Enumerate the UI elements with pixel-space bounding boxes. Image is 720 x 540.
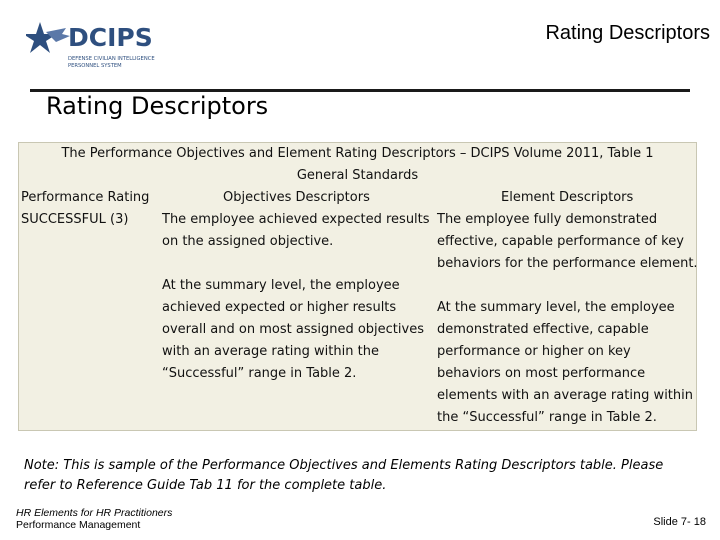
note-line-1: Note: This is sample of the Performance Objectives and Elements Rating Descriptors table. Please	[24, 458, 664, 473]
elements-line: effective, capable performance of key	[437, 234, 684, 249]
slide-title: Rating Descriptors	[46, 92, 269, 120]
objectives-line: “Successful” range in Table 2.	[162, 366, 357, 381]
footer-course-line-2: Performance Management	[16, 519, 141, 531]
elements-line: behaviors on most performance	[437, 366, 646, 381]
objectives-line: on the assigned objective.	[162, 234, 334, 249]
column-header-objectives: Objectives Descriptors	[223, 190, 370, 205]
logo-subline-2: PERSONNEL SYSTEM	[68, 63, 122, 69]
rating-cell: SUCCESSFUL (3)	[21, 212, 129, 227]
elements-line: The employee fully demonstrated	[437, 212, 658, 227]
elements-line: behaviors for the performance element.	[437, 256, 698, 271]
header-title: Rating Descriptors	[545, 22, 710, 44]
objectives-line: overall and on most assigned objectives	[162, 322, 424, 337]
elements-line: demonstrated effective, capable	[437, 322, 649, 337]
eagle-star-icon	[26, 20, 171, 85]
objectives-line: with an average rating within the	[162, 344, 379, 359]
table-caption: The Performance Objectives and Element Rating Descriptors – DCIPS Volume 2011, Table 1	[61, 146, 654, 161]
elements-cell	[437, 209, 698, 429]
elements-line: elements with an average rating within	[437, 388, 693, 403]
objectives-line: At the summary level, the employee	[162, 278, 400, 293]
objectives-cell	[162, 209, 430, 385]
footer-course-line-1: HR Elements for HR Practitioners	[16, 507, 173, 519]
objectives-line: The employee achieved expected results	[162, 212, 430, 227]
logo-wordmark: DCIPS	[68, 23, 153, 52]
dcips-logo	[26, 20, 171, 85]
elements-line: performance or higher on key	[437, 344, 631, 359]
footer-course	[16, 507, 172, 531]
column-header-elements: Element Descriptors	[501, 190, 634, 205]
objectives-line: achieved expected or higher results	[162, 300, 397, 315]
column-header-rating: Performance Rating	[21, 190, 150, 205]
elements-line: At the summary level, the employee	[437, 300, 675, 315]
slide-number: Slide 7- 18	[653, 516, 706, 528]
logo-subline-1: DEFENSE CIVILIAN INTELLIGENCE	[68, 56, 155, 62]
descriptors-table	[18, 142, 697, 431]
objectives-spacer	[162, 253, 430, 275]
table-note	[24, 456, 694, 496]
elements-line: the “Successful” range in Table 2.	[437, 410, 657, 425]
table-subheading: General Standards	[296, 168, 419, 183]
note-line-2: refer to Reference Guide Tab 11 for the complete table.	[24, 478, 387, 493]
